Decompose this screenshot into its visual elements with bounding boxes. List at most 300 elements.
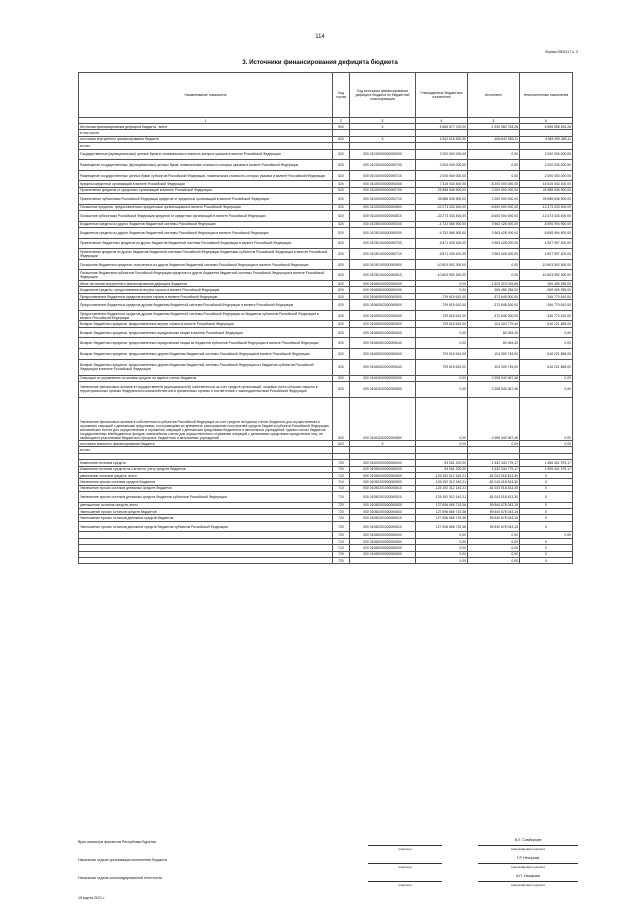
row-code-cell: 620 bbox=[333, 440, 350, 446]
table-body bbox=[79, 124, 573, 564]
row-unexecuted-cell: 616 221 865,00 bbox=[520, 321, 573, 327]
row-source-code-cell: 000 01060500000000000 bbox=[350, 287, 416, 293]
row-source-code-cell: 000 01030100020000710 bbox=[350, 249, 416, 260]
signatory-name: В.Л. Симбирцев bbox=[514, 838, 542, 842]
row-source-code-cell: 000 01030100000000700 bbox=[350, 238, 416, 249]
row-unexecuted-cell: 0,00 bbox=[520, 375, 573, 381]
row-name-cell: Погашение бюджетами субъектов Российской Федерации кредитов из других бюджетов бюджетной системы Российской Федерации в валюте Российской Федерации bbox=[79, 270, 333, 281]
row-code-cell: 520 bbox=[333, 204, 350, 210]
row-code-cell: 720 bbox=[333, 509, 350, 515]
row-executed-cell: -372 845 000,00 bbox=[468, 310, 520, 321]
row-executed-cell: -1 532 340 775,17 bbox=[468, 460, 520, 466]
row-unexecuted-cell: -10 603 992 300,00 bbox=[520, 270, 573, 281]
table-row bbox=[79, 259, 573, 270]
row-approved-cell: 6 871 425 400,00 bbox=[416, 249, 468, 260]
row-name-cell: Возврат бюджетных кредитов, предоставленных юридическим лицам из бюджетов субъектов Российской Федерации в валюте Российской Федерации bbox=[79, 338, 333, 349]
row-source-code-cell: X bbox=[350, 124, 416, 130]
row-approved-cell: 93 061 200,00 bbox=[416, 460, 468, 466]
table-row bbox=[79, 238, 573, 249]
row-source-code-cell: 000 01030100000000000 bbox=[350, 228, 416, 239]
row-approved-cell: -729 615 610,00 bbox=[416, 300, 468, 311]
row-approved-cell: 6 871 425 400,00 bbox=[416, 238, 468, 249]
row-name-cell: Размещение государственных (муниципальных) ценных бумаг, номинальная стоимость которых указана в валюте Российской Федерации bbox=[79, 160, 333, 171]
row-approved-cell: 127 696 665 719,36 bbox=[416, 521, 468, 532]
row-name-cell: источники внутреннего финансирования бюджета bbox=[79, 136, 333, 142]
row-approved-cell: -22 273 433 400,00 bbox=[416, 211, 468, 222]
table-row bbox=[79, 170, 573, 181]
row-name-cell: уменьшение остатков средств, всего bbox=[79, 502, 333, 508]
row-code-cell: 710 bbox=[333, 485, 350, 491]
row-executed-cell: -1 629 323 015,66 bbox=[468, 281, 520, 287]
row-code-cell: 520 bbox=[333, 270, 350, 281]
row-executed-cell: 3 963 428 000,00 bbox=[468, 249, 520, 260]
row-approved-cell: -125 192 312 140,21 bbox=[416, 492, 468, 503]
row-code-cell: 520 bbox=[333, 259, 350, 270]
table-row bbox=[79, 300, 573, 311]
row-name-cell: Государственные (муниципальные) ценные бумаги, номинальная стоимость которых указана в валюте Российской Федерации bbox=[79, 149, 333, 160]
signature-line-caption: (подпись) bbox=[368, 863, 442, 869]
row-executed-cell: 2 098 349 367,46 bbox=[468, 375, 520, 381]
row-approved-cell: 127 696 665 719,36 bbox=[416, 502, 468, 508]
row-executed-cell: -81 043 018 813,30 bbox=[468, 485, 520, 491]
table-row bbox=[79, 381, 573, 397]
row-name-cell: Увеличение прочих остатков денежных средств бюджетов bbox=[79, 485, 333, 491]
row-code-cell: 700 bbox=[333, 466, 350, 472]
row-name-cell: Изменение остатков средств на счетах по учету средств бюджетов bbox=[79, 466, 333, 472]
signature-line-caption: (подпись) bbox=[368, 881, 442, 887]
row-source-code-cell: 000 01060000000000500 bbox=[350, 538, 416, 544]
row-approved-cell: 729 615 610,00 bbox=[416, 321, 468, 327]
row-source-code-cell: 000 01060501000000600 bbox=[350, 327, 416, 338]
row-executed-cell: 80 064,40 bbox=[468, 338, 520, 349]
row-executed-cell: 59 540 678 043,15 bbox=[468, 515, 520, 521]
row-approved-cell: 0,00 bbox=[416, 381, 468, 397]
row-unexecuted-cell: -269 455 255,00 bbox=[520, 287, 573, 293]
row-name-cell: Источники финансирования дефицита бюджета - всего bbox=[79, 124, 333, 130]
row-approved-cell: -729 615 610,00 bbox=[416, 310, 468, 321]
table-row bbox=[79, 160, 573, 171]
row-code-cell: 520 bbox=[333, 181, 350, 187]
row-approved-cell: 127 696 665 719,36 bbox=[416, 515, 468, 521]
row-code-cell: 710 bbox=[333, 472, 350, 478]
row-unexecuted-cell: 0,00 bbox=[520, 440, 573, 446]
row-approved-cell: 0,00 bbox=[416, 538, 468, 544]
row-executed-cell: 0,00 bbox=[468, 149, 520, 160]
column-number: 6 bbox=[520, 118, 573, 124]
table-row bbox=[79, 558, 573, 564]
row-name-cell: увеличение остатков средств, всего bbox=[79, 472, 333, 478]
row-code-cell: 520 bbox=[333, 281, 350, 287]
row-approved-cell: 0,00 bbox=[416, 551, 468, 557]
row-name-cell: Увеличение прочих остатков денежных средств бюджетов субъектов Российской Федерации bbox=[79, 492, 333, 503]
column-number: 5 bbox=[468, 118, 520, 124]
row-executed-cell: 80 064,40 bbox=[468, 327, 520, 338]
row-unexecuted-cell: 15 515 033 400,00 bbox=[520, 181, 573, 187]
table-row bbox=[79, 194, 573, 205]
table-row bbox=[79, 249, 573, 260]
table-row bbox=[79, 228, 573, 239]
row-name-cell: Уменьшение прочих остатков денежных средств бюджетов субъектов Российской Федерации bbox=[79, 521, 333, 532]
row-source-code-cell: 000 01050000000000000 bbox=[350, 466, 416, 472]
row-code-cell: 700 bbox=[333, 460, 350, 466]
row-executed-cell: 0,00 bbox=[468, 538, 520, 544]
row-approved-cell: 0,00 bbox=[416, 375, 468, 381]
row-code-cell: 520 bbox=[333, 287, 350, 293]
row-code-cell: 520 bbox=[333, 170, 350, 181]
row-approved-cell: 729 615 610,00 bbox=[416, 349, 468, 360]
row-unexecuted-cell: -8 695 994 900,00 bbox=[520, 221, 573, 227]
row-approved-cell: 729 615 610,00 bbox=[416, 359, 468, 375]
row-name-cell: Кредиты кредитных организаций в валюте Российской Федерации bbox=[79, 181, 333, 187]
row-executed-cell: 59 540 678 043,15 bbox=[468, 521, 520, 532]
row-unexecuted-cell: -346 770 610,00 bbox=[520, 300, 573, 311]
row-unexecuted-cell: X bbox=[520, 485, 573, 491]
row-code-cell: 520 bbox=[333, 160, 350, 171]
row-source-code-cell: 000 01020000020000710 bbox=[350, 194, 416, 205]
row-executed-cell: -8 600 000 000,00 bbox=[468, 211, 520, 222]
row-name-cell: Привлечение субъектами Российской Федерации кредитов от кредитных организаций в валюте Российской Федерации bbox=[79, 194, 333, 205]
row-executed-cell: -1 930 980 753,28 bbox=[468, 124, 520, 130]
row-code-cell: 520 bbox=[333, 397, 350, 440]
column-number: 3 bbox=[350, 118, 416, 124]
page-title: 3. Источники финансирования дефицита бюджета bbox=[242, 59, 398, 66]
row-unexecuted-cell: 4 948 459 483,11 bbox=[520, 136, 573, 142]
row-approved-cell: -125 192 312 140,21 bbox=[416, 472, 468, 478]
row-unexecuted-cell: X bbox=[520, 558, 573, 564]
row-name-cell: Бюджетные кредиты, предоставленные внутри страны в валюте Российской Федерации bbox=[79, 287, 333, 293]
row-unexecuted-cell: X bbox=[520, 551, 573, 557]
row-name-cell: Изменение остатков средств bbox=[79, 460, 333, 466]
row-code-cell: 520 bbox=[333, 300, 350, 311]
row-source-code-cell: 000 01010000020000710 bbox=[350, 170, 416, 181]
row-source-code-cell: 000 01050200000000500 bbox=[350, 479, 416, 485]
row-name-cell: Возврат бюджетных кредитов, предоставленных юридическим лицам в валюте Российской Федерации bbox=[79, 327, 333, 338]
table-row bbox=[79, 149, 573, 160]
row-executed-cell: -372 645 000,00 bbox=[468, 293, 520, 299]
row-name-cell: Предоставление бюджетных кредитов другим бюджетам бюджетной системы Российской Федерации в валюте Российской Федерации bbox=[79, 300, 333, 311]
row-unexecuted-cell: 269 455 255,00 bbox=[520, 281, 573, 287]
row-unexecuted-cell: 2 000 000 000,00 bbox=[520, 170, 573, 181]
row-source-code-cell: 000 01060502000000500 bbox=[350, 300, 416, 311]
row-code-cell: 720 bbox=[333, 502, 350, 508]
row-name-cell: Возврат бюджетных кредитов, предоставленных другим бюджетам бюджетной системы Российской Федерации из бюджетов субъектов Российской Федерации в валюте Российской Федерации bbox=[79, 359, 333, 375]
signatory-name-caption: (расшифровка подписи) bbox=[478, 881, 578, 887]
row-executed-cell: 0,00 bbox=[468, 259, 520, 270]
row-code-cell: 520 bbox=[333, 327, 350, 338]
row-name-cell: Привлечение кредитов из других бюджетов бюджетной системы Российской Федерации бюджетами субъектов Российской Федерации в валюте Российской Федерации bbox=[79, 249, 333, 260]
row-unexecuted-cell: 4 907 997 400,00 bbox=[520, 238, 573, 249]
row-name-cell: Привлечение кредитов от кредитных организаций в валюте Российской Федерации bbox=[79, 187, 333, 193]
table-row bbox=[79, 338, 573, 349]
row-unexecuted-cell: -10 603 992 300,00 bbox=[520, 259, 573, 270]
row-name-cell: Предоставление бюджетных кредитов внутри страны в валюте Российской Федерации bbox=[79, 293, 333, 299]
table-row bbox=[79, 211, 573, 222]
row-source-code-cell: 000 01061002020000550 bbox=[350, 397, 416, 440]
row-name-cell: в том числе: bbox=[79, 130, 333, 136]
row-code-cell: 710 bbox=[333, 545, 350, 551]
table-row bbox=[79, 327, 573, 338]
row-executed-cell: 3 963 428 000,00 bbox=[468, 238, 520, 249]
row-approved-cell: 28 588 536 900,00 bbox=[416, 194, 468, 205]
row-code-cell: 520 bbox=[333, 375, 350, 381]
row-executed-cell: 2 000 000 000,00 bbox=[468, 187, 520, 193]
row-source-code-cell: 000 01010000000000000 bbox=[350, 149, 416, 160]
table-row bbox=[79, 310, 573, 321]
row-approved-cell: 7 315 033 400,00 bbox=[416, 181, 468, 187]
row-executed-cell: -372 845 000,00 bbox=[468, 300, 520, 311]
row-executed-cell: 59 540 678 043,15 bbox=[468, 509, 520, 515]
row-executed-cell: 2 098 349 367,46 bbox=[468, 381, 520, 397]
column-number: 2 bbox=[333, 118, 350, 124]
row-source-code-cell: 000 01050201000000610 bbox=[350, 515, 416, 521]
row-name-cell: Возврат бюджетных кредитов, предоставленных внутри страны в валюте Российской Федерации bbox=[79, 321, 333, 327]
row-approved-cell: 0,00 bbox=[416, 545, 468, 551]
row-unexecuted-cell: X bbox=[520, 521, 573, 532]
row-executed-cell: 0,00 bbox=[468, 160, 520, 171]
signature-row bbox=[78, 876, 572, 896]
row-source-code-cell: 000 01060000000000000 bbox=[350, 532, 416, 538]
row-source-code-cell: 000 01060500000000600 bbox=[350, 321, 416, 327]
row-code-cell: 720 bbox=[333, 521, 350, 532]
row-source-code-cell: 000 01061000000000000 bbox=[350, 375, 416, 381]
row-name-cell: Размещение государственных ценных бумаг субъектов Российской Федерации, номинальная стоимость которых указана в валюте Российской Федерации bbox=[79, 170, 333, 181]
row-source-code-cell: 000 01060502020000540 bbox=[350, 310, 416, 321]
signature-position-label: Начальник отдела консолидированной отчетности bbox=[78, 876, 163, 880]
financing-sources-table bbox=[78, 72, 573, 564]
row-unexecuted-cell: 1 595 401 975,17 bbox=[520, 466, 573, 472]
row-code-cell: 520 bbox=[333, 381, 350, 397]
row-unexecuted-cell: X bbox=[520, 479, 573, 485]
row-code-cell: 700 bbox=[333, 532, 350, 538]
row-code-cell: 710 bbox=[333, 492, 350, 503]
row-name-cell: Бюджетные кредиты из других бюджетов бюджетной системы Российской Федерации bbox=[79, 221, 333, 227]
row-executed-cell: 0,00 bbox=[468, 270, 520, 281]
row-name-cell: Погашение бюджетных кредитов, полученных из других бюджетов бюджетной системы Российской Федерации в валюте Российской Федерации bbox=[79, 259, 333, 270]
row-code-cell: 720 bbox=[333, 515, 350, 521]
document-date: 15 марта 2021 г. bbox=[78, 896, 105, 900]
row-source-code-cell: 000 01050000000000500 bbox=[350, 472, 416, 478]
row-code-cell: 520 bbox=[333, 293, 350, 299]
row-executed-cell: -406 642 983,11 bbox=[468, 136, 520, 142]
row-source-code-cell: 000 01000000000000000 bbox=[350, 460, 416, 466]
row-approved-cell: 0,00 bbox=[416, 397, 468, 440]
row-approved-cell: 0,00 bbox=[416, 558, 468, 564]
row-executed-cell: 2 000 000 000,00 bbox=[468, 194, 520, 205]
row-code-cell: 520 bbox=[333, 238, 350, 249]
row-executed-cell: 269 455 255,00 bbox=[468, 287, 520, 293]
row-executed-cell: -8 200 000 000,00 bbox=[468, 181, 520, 187]
row-unexecuted-cell: 0,00 bbox=[520, 338, 573, 349]
row-unexecuted-cell: X bbox=[520, 545, 573, 551]
signature-position-label: Начальник отдела организации исполнения бюджета bbox=[78, 858, 167, 862]
row-source-code-cell: 000 01061002000000500 bbox=[350, 381, 416, 397]
row-name-cell: Иные источники внутреннего финансирования дефицита бюджетов bbox=[79, 281, 333, 287]
table-row bbox=[79, 349, 573, 360]
row-approved-cell: 0,00 bbox=[416, 532, 468, 538]
row-source-code-cell: 000 01050201020000510 bbox=[350, 492, 416, 503]
row-unexecuted-cell: 0,00 bbox=[520, 381, 573, 397]
table-row bbox=[79, 492, 573, 503]
row-approved-cell: 2 000 000 000,00 bbox=[416, 170, 468, 181]
row-unexecuted-cell: 0,00 bbox=[520, 397, 573, 440]
row-unexecuted-cell: -8 695 994 900,00 bbox=[520, 228, 573, 239]
row-source-code-cell: 000 01030000000000000 bbox=[350, 221, 416, 227]
row-source-code-cell: 000 01060000000000000 bbox=[350, 281, 416, 287]
row-unexecuted-cell: 0,00 bbox=[520, 327, 573, 338]
row-executed-cell: -81 043 018 813,30 bbox=[468, 492, 520, 503]
row-executed-cell: 59 540 678 043,15 bbox=[468, 502, 520, 508]
row-unexecuted-cell: X bbox=[520, 472, 573, 478]
column-header-name: Наименование показателя bbox=[79, 73, 333, 118]
row-unexecuted-cell: X bbox=[520, 492, 573, 503]
row-unexecuted-cell: 0,00 bbox=[520, 532, 573, 538]
row-executed-cell: 3 963 428 000,00 bbox=[468, 221, 520, 227]
row-code-cell: 520 bbox=[333, 136, 350, 142]
row-name-cell: Увеличение финансовых активов в государственной (муниципальной) собственности за счет средств организаций, лицевые счета которым открыты в территориальных органах Федерального казначейства или в финансовых органах в соответствии с законодательством Российской Федерации bbox=[79, 381, 333, 397]
signature-position-label: Врио министра финансов Республики Бурятия bbox=[78, 840, 156, 844]
row-unexecuted-cell: 4 907 997 400,00 bbox=[520, 249, 573, 260]
column-header-code: Код строки bbox=[333, 73, 350, 118]
row-approved-cell: 2 000 000 000,00 bbox=[416, 149, 468, 160]
row-unexecuted-cell: X bbox=[520, 538, 573, 544]
row-executed-cell: 2 098 349 367,46 bbox=[468, 397, 520, 440]
row-approved-cell: -729 615 610,00 bbox=[416, 293, 468, 299]
row-approved-cell: 0,00 bbox=[416, 440, 468, 446]
row-code-cell: 520 bbox=[333, 310, 350, 321]
row-name-cell: Погашение субъектами Российской Федерации кредитов от кредитных организаций в валюте Российской Федерации bbox=[79, 211, 333, 222]
table-header-row bbox=[79, 73, 573, 118]
row-name-cell: источники внешнего финансирования бюджета bbox=[79, 440, 333, 446]
row-unexecuted-cell: 2 000 000 000,00 bbox=[520, 160, 573, 171]
row-approved-cell: 0,00 bbox=[416, 281, 468, 287]
row-source-code-cell: 000 01020000000000800 bbox=[350, 204, 416, 210]
row-executed-cell: -81 043 018 813,30 bbox=[468, 479, 520, 485]
row-name-cell: Бюджетные кредиты из других бюджетов бюджетной системы Российской Федерации в валюте Российской Федерации bbox=[79, 228, 333, 239]
row-executed-cell: 104 424 779,40 bbox=[468, 321, 520, 327]
row-approved-cell: 0,00 bbox=[416, 327, 468, 338]
row-name-cell: Операции по управлению остатками средств на единых счетах бюджетов bbox=[79, 375, 333, 381]
row-unexecuted-cell: 616 221 865,00 bbox=[520, 349, 573, 360]
signatory-name: Т.Р. Нехорова bbox=[516, 856, 540, 860]
row-source-code-cell: 000 01050200000000600 bbox=[350, 509, 416, 515]
row-approved-cell: -10 603 992 300,00 bbox=[416, 259, 468, 270]
signatory-name-caption: (расшифровка подписи) bbox=[478, 863, 578, 869]
row-approved-cell: 4 542 016 500,00 bbox=[416, 136, 468, 142]
column-number: 1 bbox=[79, 118, 333, 124]
row-executed-cell: 0,00 bbox=[468, 558, 520, 564]
row-code-cell: 710 bbox=[333, 479, 350, 485]
row-approved-cell: 2 000 000 000,00 bbox=[416, 160, 468, 171]
row-source-code-cell: 000 01030100020000810 bbox=[350, 270, 416, 281]
row-executed-cell: 0,00 bbox=[468, 551, 520, 557]
row-code-cell: 500 bbox=[333, 124, 350, 130]
row-approved-cell: 29 588 536 900,00 bbox=[416, 187, 468, 193]
row-approved-cell: 0,00 bbox=[416, 338, 468, 349]
row-code-cell: 520 bbox=[333, 149, 350, 160]
row-source-code-cell: 000 01050201000000510 bbox=[350, 485, 416, 491]
row-code-cell: 720 bbox=[333, 558, 350, 564]
row-executed-cell: 0,00 bbox=[468, 170, 520, 181]
signatory-name-caption: (расшифровка подписи) bbox=[478, 845, 578, 851]
table-row bbox=[79, 397, 573, 440]
row-code-cell: 720 bbox=[333, 551, 350, 557]
row-source-code-cell: 000 01050201020000610 bbox=[350, 521, 416, 532]
row-code-cell: 520 bbox=[333, 187, 350, 193]
row-code-cell: 520 bbox=[333, 228, 350, 239]
row-code-cell: 520 bbox=[333, 359, 350, 375]
row-source-code-cell: X bbox=[350, 440, 416, 446]
signatory-name: А.П. Назарова bbox=[515, 874, 541, 878]
row-approved-cell: 4 665 577 700,00 bbox=[416, 124, 468, 130]
row-source-code-cell: 000 01010000000000700 bbox=[350, 160, 416, 171]
row-executed-cell: 0,00 bbox=[468, 440, 520, 446]
row-name-cell: Привлечение бюджетных кредитов из других бюджетов бюджетной системы Российской Федерации в валюте Российской Федерации bbox=[79, 238, 333, 249]
column-header-source: Код источника финансирования дефицита бюджета по бюджетной классификации bbox=[350, 73, 416, 118]
signature-line-caption: (подпись) bbox=[368, 845, 442, 851]
row-approved-cell: -4 732 566 900,00 bbox=[416, 228, 468, 239]
row-code-cell: 520 bbox=[333, 249, 350, 260]
row-code-cell: 520 bbox=[333, 211, 350, 222]
row-source-code-cell: 000 01060500000000500 bbox=[350, 293, 416, 299]
row-source-code-cell: 000 01060000000000600 bbox=[350, 551, 416, 557]
table-row bbox=[79, 270, 573, 281]
row-name-cell: из них: bbox=[79, 143, 333, 149]
row-unexecuted-cell: 6 596 558 453,28 bbox=[520, 124, 573, 130]
column-header-unexecuted: Неисполненные назначения bbox=[520, 73, 573, 118]
row-unexecuted-cell: 1 656 401 975,17 bbox=[520, 460, 573, 466]
row-name-cell: Погашение кредитов, предоставленных кредитными организациями в валюте Российской Федерации bbox=[79, 204, 333, 210]
column-header-executed: Исполнено bbox=[468, 73, 520, 118]
row-executed-cell: 104 309 745,00 bbox=[468, 349, 520, 360]
row-unexecuted-cell: X bbox=[520, 515, 573, 521]
row-source-code-cell: 000 01060502020000640 bbox=[350, 359, 416, 375]
row-code-cell: 520 bbox=[333, 321, 350, 327]
row-name-cell: Возврат бюджетных кредитов, предоставленных другим бюджетам бюджетной системы Российской Федерации в валюте Российской Федерации bbox=[79, 349, 333, 360]
row-name-cell: Предоставление бюджетных кредитов другим бюджетам бюджетной системы Российской Федерации из бюджетов субъектов Российской Федерации в валюте Российской Федерации bbox=[79, 310, 333, 321]
row-executed-cell: 3 963 428 000,00 bbox=[468, 228, 520, 239]
row-unexecuted-cell: -346 770 610,00 bbox=[520, 293, 573, 299]
row-unexecuted-cell: -13 473 433 400,00 bbox=[520, 211, 573, 222]
row-unexecuted-cell: 26 988 536 900,00 bbox=[520, 194, 573, 205]
row-source-code-cell: 000 01020000000000700 bbox=[350, 187, 416, 193]
row-executed-cell: 0,00 bbox=[468, 545, 520, 551]
row-name-cell: Увеличение прочих остатков средств бюджетов bbox=[79, 479, 333, 485]
row-approved-cell: -4 732 566 900,00 bbox=[416, 221, 468, 227]
row-code-cell: 520 bbox=[333, 338, 350, 349]
row-executed-cell: -1 532 340 775,17 bbox=[468, 466, 520, 472]
row-unexecuted-cell: X bbox=[520, 502, 573, 508]
row-code-cell: 520 bbox=[333, 349, 350, 360]
column-header-approved: Утвержденные бюджетные назначения bbox=[416, 73, 468, 118]
row-name-cell bbox=[79, 558, 333, 564]
table-row bbox=[79, 521, 573, 532]
row-approved-cell: 0,00 bbox=[416, 287, 468, 293]
page-number: 114 bbox=[315, 34, 325, 40]
row-source-code-cell: 000 01050000000000600 bbox=[350, 502, 416, 508]
column-number: 4 bbox=[416, 118, 468, 124]
row-unexecuted-cell: -13 473 433 400,00 bbox=[520, 204, 573, 210]
row-source-code-cell: 000 01030100000000800 bbox=[350, 259, 416, 270]
row-approved-cell: -10 603 992 300,00 bbox=[416, 270, 468, 281]
row-code-cell: 520 bbox=[333, 194, 350, 205]
row-code-cell: 710 bbox=[333, 538, 350, 544]
row-approved-cell: -125 192 312 140,21 bbox=[416, 485, 468, 491]
row-executed-cell: -8 600 000 000,00 bbox=[468, 204, 520, 210]
row-source-code-cell: 000 01060502000000600 bbox=[350, 349, 416, 360]
table-row bbox=[79, 359, 573, 375]
row-executed-cell: 0,00 bbox=[468, 532, 520, 538]
row-approved-cell: -125 192 312 140,21 bbox=[416, 479, 468, 485]
